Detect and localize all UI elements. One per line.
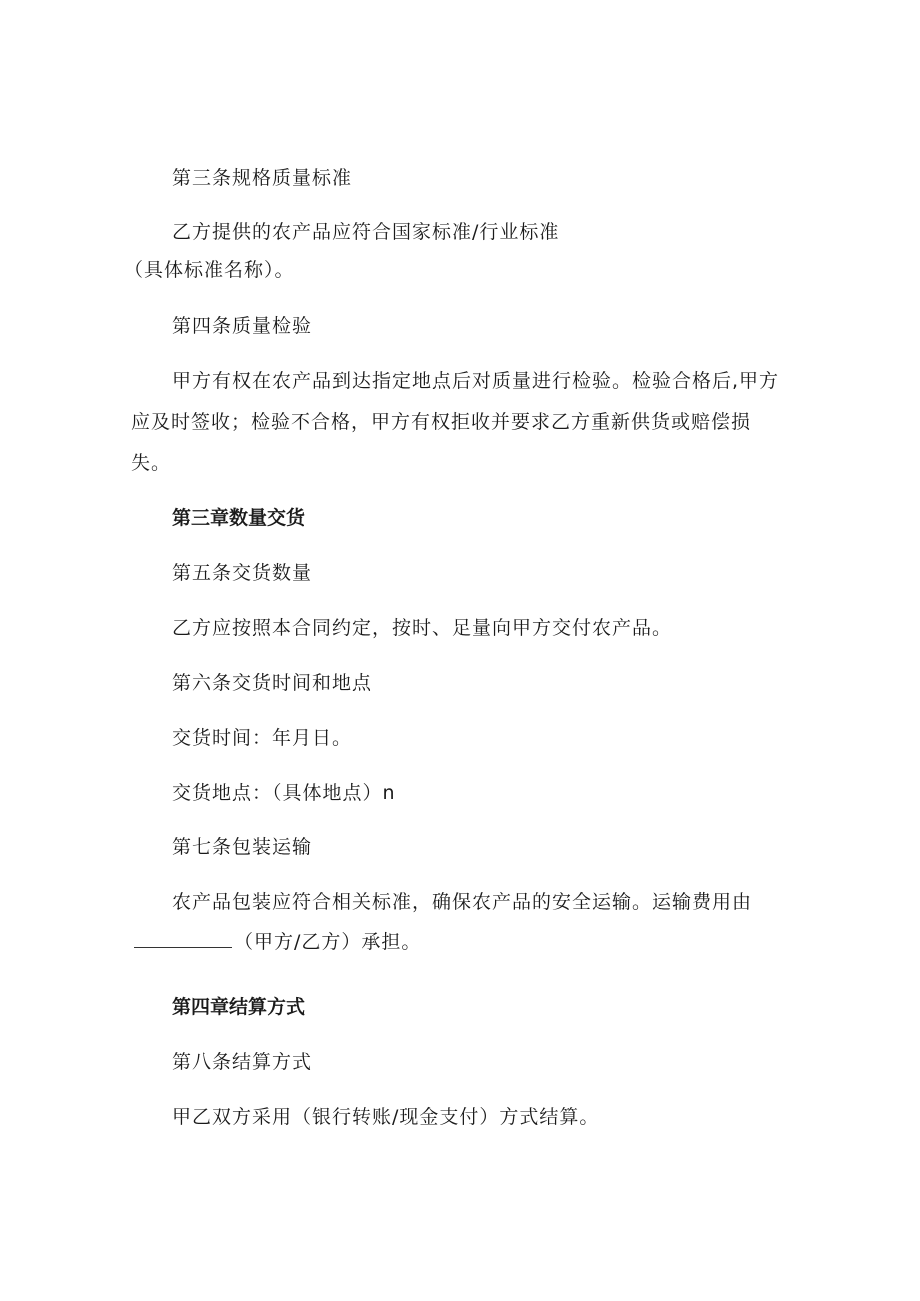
article-4-body-line-3: 失。 [131,452,172,474]
article-3-title: 第三条规格质量标准 [172,167,353,189]
article-3-body-line-1: 乙方提供的农产品应符合国家标准/行业标准 [172,221,560,243]
article-7-title: 第七条包装运输 [172,836,313,858]
fill-in-blank [134,933,232,948]
article-5-body: 乙方应按照本合同约定，按时、足量向甲方交付农产品。 [172,617,673,639]
article-7-body-line-1: 农产品包装应符合相关标准，确保农产品的安全运输。运输费用由 [172,891,753,913]
chapter-4-heading: 第四章结算方式 [172,996,306,1018]
article-6-delivery-time: 交货时间：年月日。 [172,727,353,749]
article-7-body-line-2-wrap [134,930,421,954]
chapter-3-heading: 第三章数量交货 [172,507,306,529]
article-8-title: 第八条结算方式 [172,1051,313,1073]
article-7-body-line-2: （甲方/乙方）承担。 [234,931,422,953]
article-6-delivery-place: 交货地点：（具体地点）n [172,782,396,804]
article-6-title: 第六条交货时间和地点 [172,672,373,694]
article-5-title: 第五条交货数量 [172,562,313,584]
article-4-body-line-1: 甲方有权在农产品到达指定地点后对质量进行检验。检验合格后,甲方 [172,370,780,392]
article-4-body-line-2: 应及时签收；检验不合格，甲方有权拒收并要求乙方重新供货或赔偿损 [131,411,752,433]
article-3-body-line-2: （具体标准名称）。 [124,259,295,281]
article-8-body: 甲乙双方采用（银行转账/现金支付）方式结算。 [172,1106,600,1128]
article-4-title: 第四条质量检验 [172,315,313,337]
